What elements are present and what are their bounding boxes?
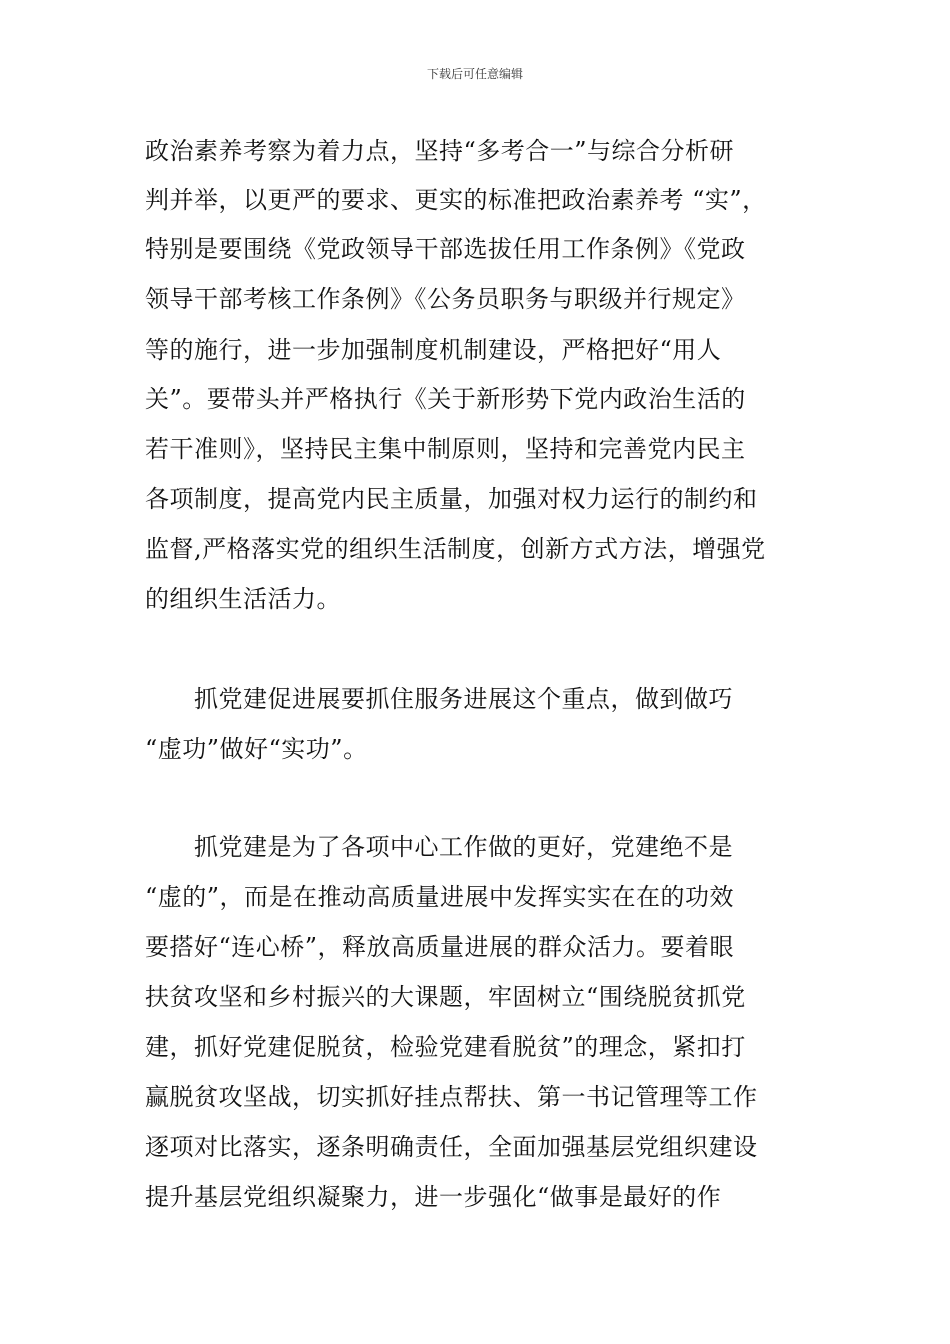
text-line: 监督,严格落实党的组织生活制度，创新方式方法，增强党 bbox=[145, 535, 766, 563]
page-header: 下载后可任意编辑 bbox=[426, 67, 523, 81]
text-line: 抓党建促进展要抓住服务进展这个重点，做到做巧 bbox=[145, 685, 733, 713]
text-line: 抓党建是为了各项中心工作做的更好，党建绝不是 bbox=[145, 833, 733, 861]
text-line: 等的施行，进一步加强制度机制建设，严格把好“用人 bbox=[145, 336, 722, 364]
text-line: 领导干部考核工作条例》《公务员职务与职级并行规定》 bbox=[145, 285, 746, 313]
text-line: 政治素养考察为着力点，坚持“多考合一”与综合分析研 bbox=[145, 137, 735, 165]
text-line: “虚功”做好“实功”。 bbox=[145, 735, 368, 763]
text-line: 判并举，以更严的要求、更实的标准把政治素养考 “实”， bbox=[145, 186, 767, 214]
text-line: 提升基层党组织凝聚力，进一步强化“做事是最好的作 bbox=[145, 1183, 722, 1211]
text-line: 要搭好“连心桥”，释放高质量进展的群众活力。要着眼 bbox=[145, 933, 735, 961]
text-line: 关”。要带头并严格执行《关于新形势下党内政治生活的 bbox=[145, 385, 746, 413]
text-line: 的组织生活活力。 bbox=[145, 585, 341, 613]
text-line: 赢脱贫攻坚战，切实抓好挂点帮扶、第一书记管理等工作 bbox=[145, 1083, 758, 1111]
text-line: 扶贫攻坚和乡村振兴的大课题，牢固树立“围绕脱贫抓党 bbox=[145, 983, 746, 1011]
text-line: 逐项对比落实，逐条明确责任，全面加强基层党组织建设 bbox=[145, 1133, 758, 1161]
text-line: 各项制度，提高党内民主质量，加强对权力运行的制约和 bbox=[145, 485, 758, 513]
text-line: 特别是要围绕《党政领导干部选拔任用工作条例》《党政 bbox=[145, 235, 746, 263]
text-line: “虚的”，而是在推动高质量进展中发挥实实在在的功效 bbox=[145, 883, 735, 911]
text-line: 建，抓好党建促脱贫，检验党建看脱贫”的理念，紧扣打 bbox=[145, 1033, 746, 1061]
text-line: 若干准则》，坚持民主集中制原则，坚持和完善党内民主 bbox=[145, 435, 746, 463]
